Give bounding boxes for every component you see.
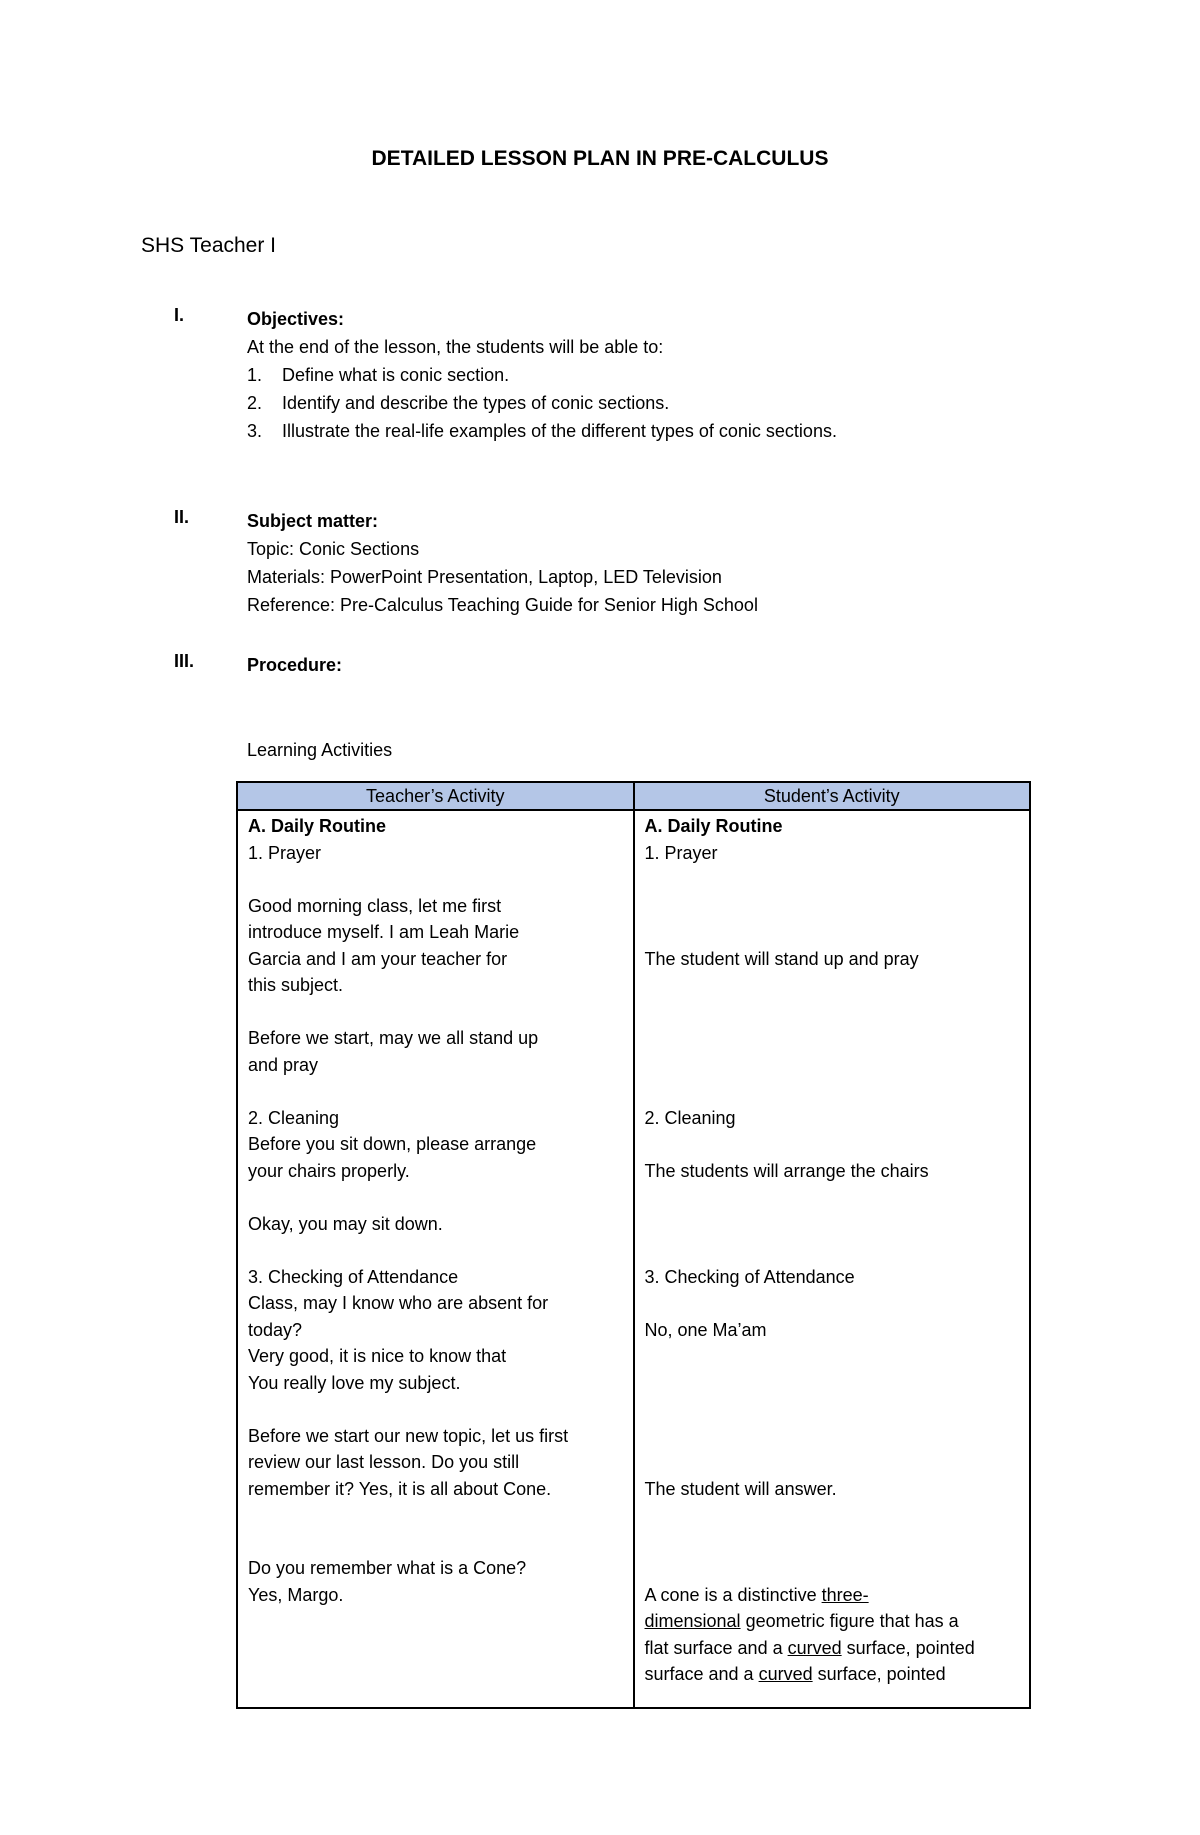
teacher-line: 3. Checking of Attendance bbox=[248, 1266, 459, 1287]
teacher-rank: SHS Teacher I bbox=[141, 234, 277, 257]
teacher-column-header: Teacher’s Activity bbox=[237, 782, 634, 810]
teacher-line: Before you sit down, please arrange bbox=[248, 1134, 537, 1154]
teacher-line bbox=[248, 1396, 623, 1423]
teacher-line: You really love my subject. bbox=[248, 1372, 461, 1393]
topic-line: Topic: Conic Sections bbox=[247, 539, 420, 559]
teacher-line: 1. Prayer bbox=[248, 842, 322, 863]
list-item: 1. Define what is conic section. bbox=[247, 365, 510, 385]
teacher-line: Good morning class, let me first bbox=[248, 895, 502, 916]
student-attendance: 3. Checking of Attendance bbox=[644, 1266, 855, 1287]
section-heading: Objectives: bbox=[247, 309, 345, 329]
teacher-line: today? bbox=[248, 1319, 303, 1340]
teacher-line: 2. Cleaning bbox=[248, 1107, 340, 1128]
teacher-line bbox=[248, 1237, 623, 1264]
teacher-line bbox=[248, 999, 623, 1026]
teacher-line bbox=[248, 1078, 623, 1105]
learning-activities-label: Learning Activities bbox=[247, 740, 393, 760]
teacher-line bbox=[248, 1502, 623, 1529]
student-cleaning: 2. Cleaning bbox=[644, 1107, 736, 1128]
student-heading: A. Daily Routine bbox=[644, 816, 783, 836]
teacher-line: remember it? Yes, it is all about Cone. bbox=[248, 1478, 552, 1499]
objectives-intro: At the end of the lesson, the students will be able to: bbox=[247, 337, 664, 357]
section-number: I. bbox=[174, 305, 185, 325]
cone-definition-line: flat surface and a curved surface, pointed bbox=[644, 1637, 975, 1658]
student-pray-response: The student will stand up and pray bbox=[644, 948, 919, 969]
teacher-line bbox=[248, 1184, 623, 1211]
section-heading: Subject matter: bbox=[247, 511, 379, 531]
student-column-header: Student’s Activity bbox=[634, 782, 1031, 810]
section-heading: Procedure: bbox=[247, 655, 343, 675]
student-activity-cell bbox=[634, 810, 1031, 1708]
teacher-line: Very good, it is nice to know that bbox=[248, 1346, 507, 1366]
teacher-line: your chairs properly. bbox=[248, 1160, 410, 1181]
cone-definition-line: dimensional geometric figure that has a bbox=[644, 1611, 959, 1631]
cone-definition-line: A cone is a distinctive three- bbox=[644, 1584, 869, 1605]
teacher-line: Before we start, may we all stand up bbox=[248, 1028, 539, 1048]
student-arrange-response: The students will arrange the chairs bbox=[644, 1160, 929, 1181]
student-attendance-response: No, one Ma’am bbox=[644, 1319, 767, 1340]
teacher-line: Before we start our new topic, let us first bbox=[248, 1425, 569, 1446]
teacher-line: Yes, Margo. bbox=[248, 1584, 344, 1605]
section-number: III. bbox=[174, 651, 195, 671]
teacher-line: Do you remember what is a Cone? bbox=[248, 1558, 527, 1578]
teacher-line bbox=[248, 1529, 623, 1556]
teacher-activity-cell bbox=[237, 810, 634, 1708]
materials-line: Materials: PowerPoint Presentation, Laptop, LED Television bbox=[247, 567, 722, 587]
teacher-line: A. Daily Routine bbox=[248, 816, 387, 836]
teacher-line: and pray bbox=[248, 1054, 319, 1075]
teacher-line: this subject. bbox=[248, 975, 344, 995]
page-title: DETAILED LESSON PLAN IN PRE-CALCULUS bbox=[371, 147, 829, 170]
teacher-line: Class, may I know who are absent for bbox=[248, 1293, 549, 1313]
cone-definition-line: surface and a curved surface, pointed bbox=[644, 1664, 946, 1684]
teacher-line: introduce myself. I am Leah Marie bbox=[248, 922, 520, 942]
list-item: 3. Illustrate the real-life examples of the different types of conic sections. bbox=[247, 421, 837, 441]
reference-line: Reference: Pre-Calculus Teaching Guide for Senior High School bbox=[247, 595, 758, 615]
student-prayer: 1. Prayer bbox=[644, 842, 718, 863]
teacher-line: Okay, you may sit down. bbox=[248, 1213, 443, 1234]
list-item: 2. Identify and describe the types of conic sections. bbox=[247, 393, 670, 413]
teacher-line: Garcia and I am your teacher for bbox=[248, 948, 508, 969]
objectives-list bbox=[247, 361, 1047, 445]
student-answer-response: The student will answer. bbox=[644, 1478, 837, 1499]
teacher-line: review our last lesson. Do you still bbox=[248, 1452, 520, 1472]
learning-activities-table bbox=[236, 781, 1031, 1709]
teacher-line bbox=[248, 866, 623, 893]
section-number: II. bbox=[174, 507, 190, 527]
